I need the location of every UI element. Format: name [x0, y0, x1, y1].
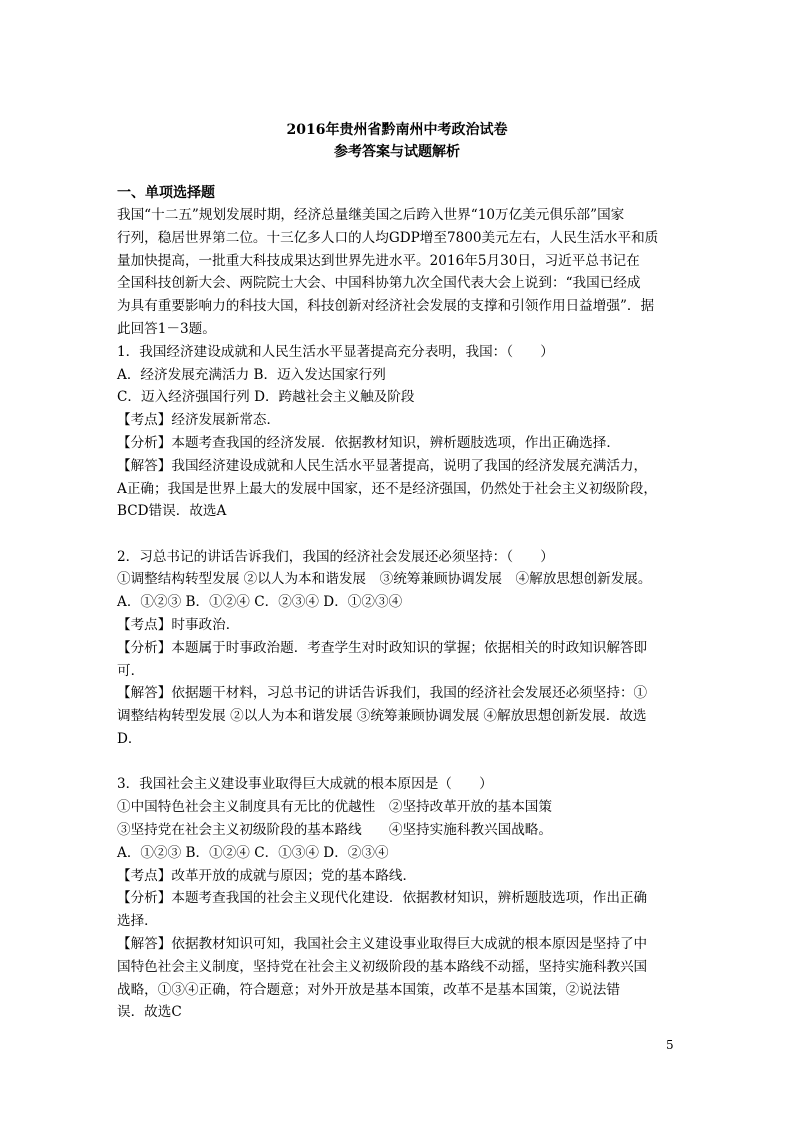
question-line: 【分析】本题考查我国的经济发展．依据教材知识，辨析题肢选项，作出正确选择． [117, 434, 620, 451]
question-line: A．①②③ B．①②④ C．②③④ D．①②③④ [117, 594, 403, 611]
question-line: 【解答】我国经济建设成就和人民生活水平显著提高，说明了我国的经济发展充满活力， [117, 457, 648, 474]
question-line: 调整结构转型发展 ②以人为本和谐发展 ③统筹兼顾协调发展 ④解放思想创新发展．故选 [117, 708, 647, 725]
question-line: 国特色社会主义制度，坚持党在社会主义初级阶段的基本路线不动摇，坚持实施科教兴国 [117, 958, 648, 975]
question-line: 【分析】本题属于时事政治题．考查学生对时政知识的掌握；依据相关的时政知识解答即 [117, 639, 648, 656]
question-line: 【考点】时事政治． [117, 617, 240, 634]
passage-line: 量加快提高，一批重大科技成果达到世界先进水平。2016年5月30日，习近平总书记在 [117, 252, 640, 269]
question-line: 可． [117, 662, 145, 679]
question-line: 误．故选C [117, 1004, 182, 1021]
passage-line: 全国科技创新大会、两院院士大会、中国科协第九次全国代表大会上说到：“我国已经成 [117, 275, 641, 292]
question-line: 1．我国经济建设成就和人民生活水平显著提高充分表明，我国：（ ） [117, 343, 554, 360]
question-line: 2．习总书记的讲话告诉我们，我国的经济社会发展还必须坚持：（ ） [117, 548, 554, 565]
passage-line: 行列，稳居世界第二位。十三亿多人口的人均GDP增至7800美元左右，人民生活水平和质 [117, 229, 659, 246]
question-line: 【解答】依据题干材料，习总书记的讲话告诉我们，我国的经济社会发展还必须坚持：① [117, 685, 648, 702]
question-line: ③坚持党在社会主义初级阶段的基本路线 ④坚持实施科教兴国战略。 [117, 821, 552, 838]
question-line: 【考点】经济发展新常态． [117, 412, 281, 429]
question-line: BCD错误．故选A [117, 503, 227, 520]
question-line: ①调整结构转型发展 ②以人为本和谐发展 ③统筹兼顾协调发展 ④解放思想创新发展。 [117, 571, 652, 588]
passage-line: 此回答1－3题。 [117, 320, 216, 337]
question-line: 选择． [117, 913, 158, 930]
document-content [117, 182, 682, 1024]
question-line: 3．我国社会主义建设事业取得巨大成就的根本原因是（ ） [117, 776, 493, 793]
section-heading: 一、单项选择题 [117, 185, 215, 201]
passage-line: 我国“十二五”规划发展时期，经济总量继美国之后跨入世界“10万亿美元俱乐部”国家 [117, 207, 625, 223]
question-2 [117, 546, 682, 751]
title-block [0, 119, 794, 163]
question-line: 【考点】改革开放的成就与原因；党的基本路线． [117, 867, 417, 884]
question-line: C．迈入经济强国行列 D．跨越社会主义触及阶段 [117, 389, 415, 406]
question-line: 战略，①③④正确，符合题意；对外开放是基本国策，改革不是基本国策，②说法错 [117, 981, 620, 998]
spacer [117, 751, 682, 774]
passage-line: 为具有重要影响力的科技大国，科技创新对经济社会发展的支撑和引领作用日益增强”．据 [117, 298, 655, 315]
document-title: 2016年贵州省黔南州中考政治试卷 [286, 122, 508, 138]
question-line: D． [117, 731, 142, 748]
question-line: 【解答】依据教材知识可知，我国社会主义建设事业取得巨大成就的根本原因是坚持了中 [117, 935, 648, 952]
spacer [117, 523, 682, 546]
question-1 [117, 341, 682, 523]
question-line: ①中国特色社会主义制度具有无比的优越性 ②坚持改革开放的基本国策 [117, 799, 552, 816]
question-line: A正确；我国是世界上最大的发展中国家，还不是经济强国，仍然处于社会主义初级阶段， [117, 480, 657, 497]
page-number: 5 [666, 1038, 674, 1052]
question-line: 【分析】本题考查我国的社会主义现代化建设．依据教材知识，辨析题肢选项，作出正确 [117, 890, 648, 907]
question-3 [117, 773, 682, 1024]
passage [117, 204, 682, 341]
question-line: A．①②③ B．①②④ C．①③④ D．②③④ [117, 844, 389, 861]
document-subtitle: 参考答案与试题解析 [334, 144, 460, 160]
question-line: A．经济发展充满活力 B．迈入发达国家行列 [117, 366, 386, 383]
